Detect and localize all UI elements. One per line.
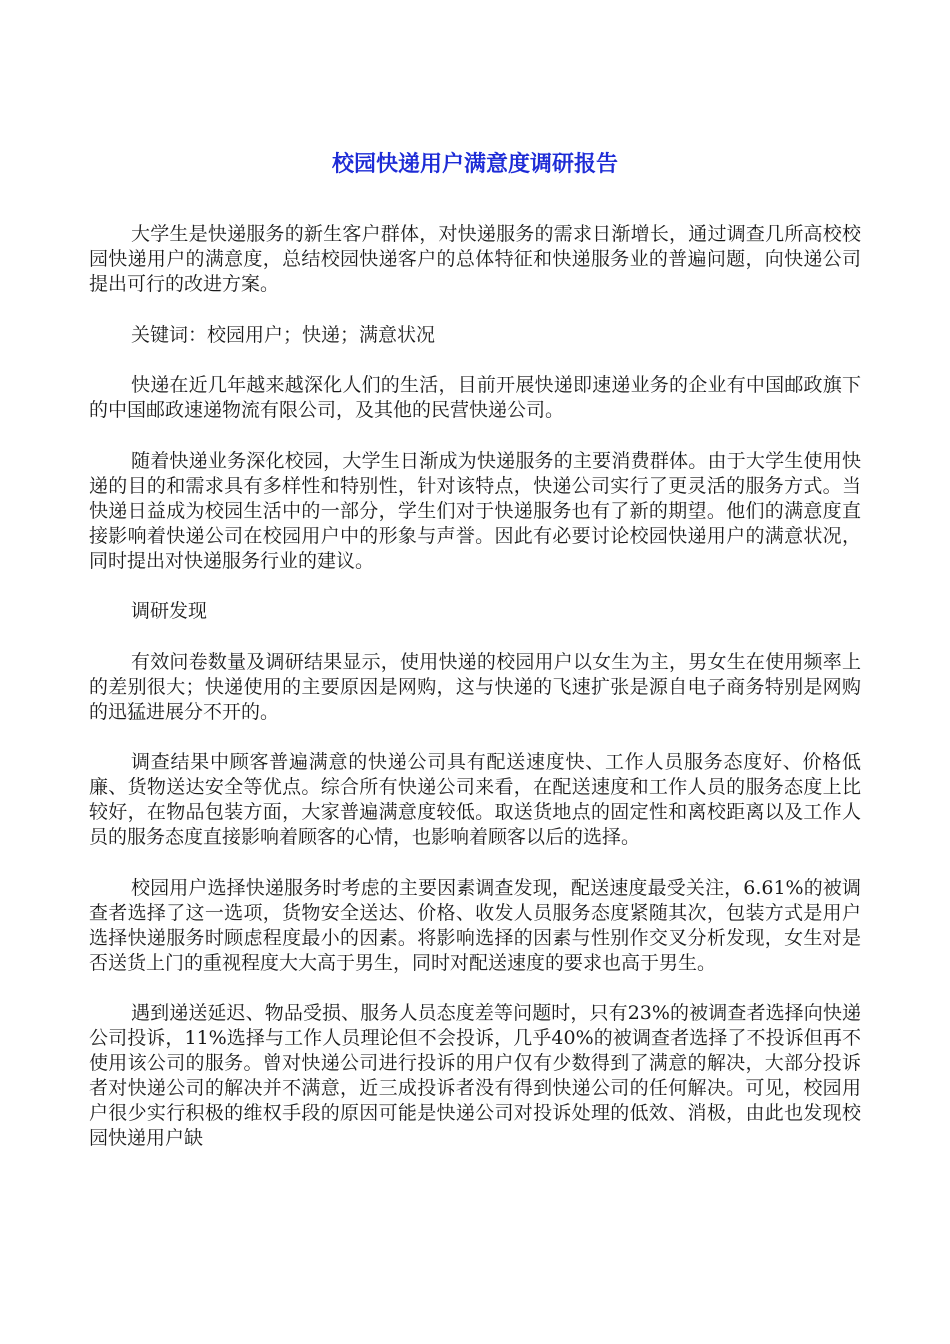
document-title: 校园快递用户满意度调研报告: [331, 151, 618, 177]
findings-paragraph-2: 调查结果中顾客普遍满意的快递公司具有配送速度快、工作人员服务态度好、价格低廉、货物送达安全等优点。综合所有快递公司来看，在配送速度和工作人员的服务态度上比较好，在物品包装方面，大家普遍满意度较低。取送货地点的固定性和离校距离以及工作人员的服务态度直接影响着顾客的心情，也影响着顾客以后的选择。: [89, 751, 861, 848]
section-heading-findings: 调研发现: [131, 600, 208, 622]
findings-paragraph-3: 校园用户选择快递服务时考虑的主要因素调查发现，配送速度最受关注，6.61%的被调查者选择了这一选项，货物安全送达、价格、收发人员服务态度紧随其次，包装方式是用户选择快递服务时顾虑程度最小的因素。将影响选择的因素与性别作交叉分析发现，女生对是否送货上门的重视程度大大高于男生，同时对配送速度的要求也高于男生。: [89, 876, 861, 974]
findings-paragraph-1: 有效问卷数量及调研结果显示，使用快递的校园用户以女生为主，男女生在使用频率上的差别很大；快递使用的主要原因是网购，这与快递的飞速扩张是源自电子商务特别是网购的迅猛进展分不开的。: [89, 650, 861, 723]
abstract-paragraph: 大学生是快递服务的新生客户群体，对快递服务的需求日渐增长，通过调查几所高校校园快递用户的满意度，总结校园快递客户的总体特征和快递服务业的普遍问题，向快递公司提出可行的改进方案。: [89, 223, 861, 295]
intro-paragraph: 快递在近几年越来越深化人们的生活，目前开展快递即速递业务的企业有中国邮政旗下的中国邮政速递物流有限公司，及其他的民营快递公司。: [89, 374, 861, 421]
document-body: [89, 222, 861, 1177]
findings-paragraph-4: 遇到递送延迟、物品受损、服务人员态度差等问题时，只有23%的被调查者选择向快递公司投诉，11%选择与工作人员理论但不会投诉，几乎40%的被调查者选择了不投诉但再不使用该公司的服务。曾对快递公司进行投诉的用户仅有少数得到了满意的解决，大部分投诉者对快递公司的解决并不满意，近三成投诉者没有得到快递公司的任何解决。可见，校园用户很少实行积极的维权手段的原因可能是快递公司对投诉处理的低效、消极，由此也发现校园快递用户缺: [89, 1002, 861, 1149]
background-paragraph: 随着快递业务深化校园，大学生日渐成为快递服务的主要消费群体。由于大学生使用快递的目的和需求具有多样性和特别性，针对该特点，快递公司实行了更灵活的服务方式。当快递日益成为校园生活中的一部分，学生们对于快递服务也有了新的期望。他们的满意度直接影响着快递公司在校园用户中的形象与声誉。因此有必要讨论校园快递用户的满意状况，同时提出对快递服务行业的建议。: [89, 449, 861, 572]
keywords-paragraph: 关键词：校园用户；快递；满意状况: [131, 323, 436, 346]
